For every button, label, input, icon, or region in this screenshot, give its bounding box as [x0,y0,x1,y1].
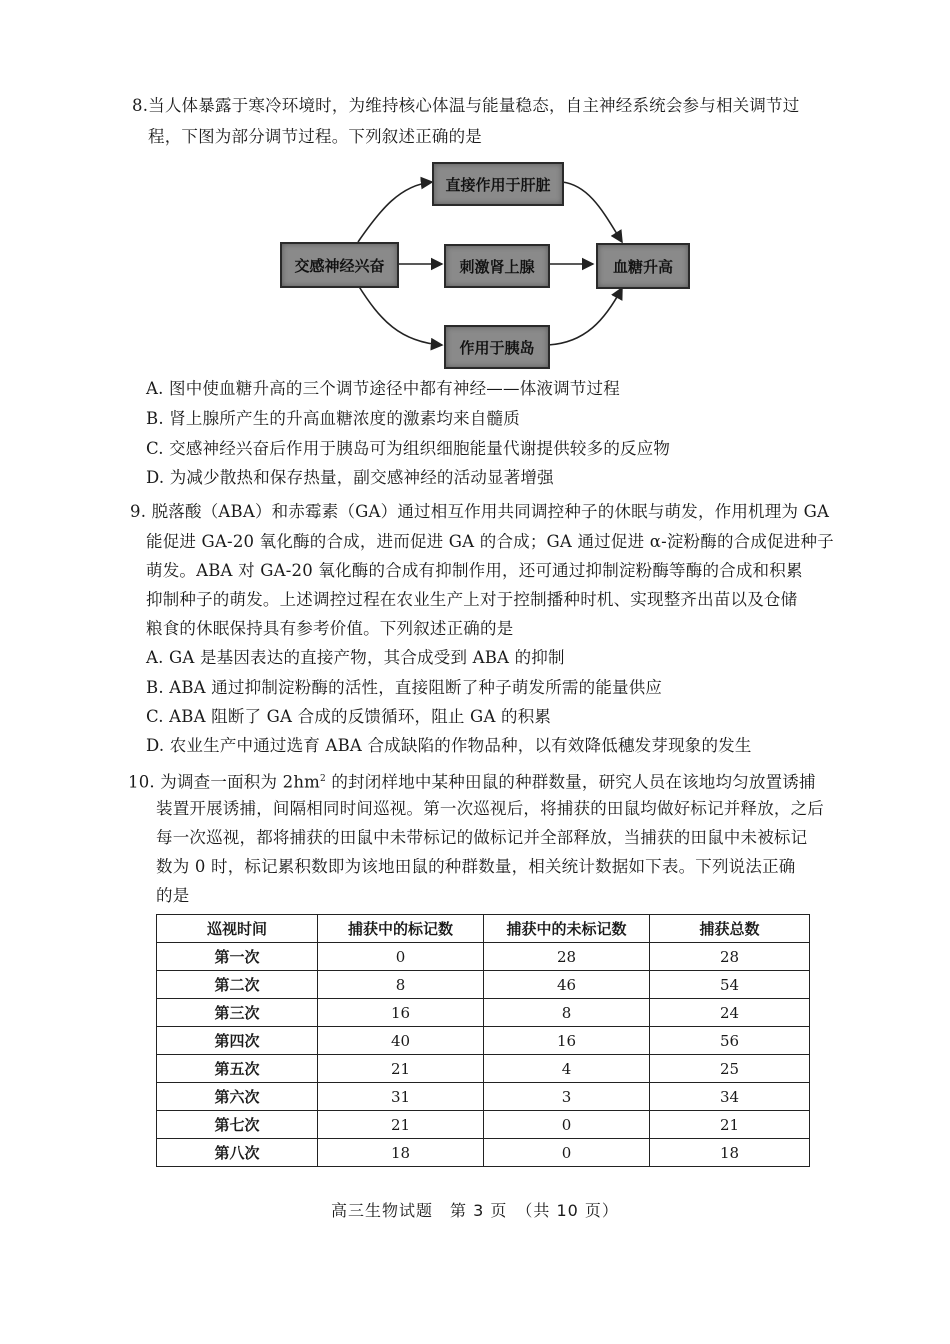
q10-stem-line-4: 数为 0 时，标记累积数即为该地田鼠的种群数量，相关统计数据如下表。下列说法正确 [156,857,796,876]
q9-stem-line-2: 能促进 GA-20 氧化酶的合成，进而促进 GA 的合成；GA 通过促进 α-淀粉酶的合成促进种子 [146,532,834,551]
cell-marked: 8 [318,971,484,999]
cell-unmarked: 28 [484,943,650,971]
q10-stem-line-1 [128,767,816,795]
cell-patrol: 第五次 [157,1055,318,1083]
q10-stem-part: 10. 为调查一面积为 2hm [128,772,321,792]
q10-data-table [156,914,810,1167]
cell-marked: 18 [318,1139,484,1167]
cell-patrol: 第一次 [157,943,318,971]
table-row [157,1111,810,1139]
cell-marked: 40 [318,1027,484,1055]
cell-patrol: 第八次 [157,1139,318,1167]
cell-marked: 21 [318,1111,484,1139]
cell-total: 56 [650,1027,810,1055]
cell-patrol: 第三次 [157,999,318,1027]
q10-stem-line-5: 的是 [156,886,190,905]
header-marked-count: 捕获中的标记数 [318,915,484,943]
header-unmarked-count: 捕获中的未标记数 [484,915,650,943]
cell-patrol: 第二次 [157,971,318,999]
q8-option-c: C. 交感神经兴奋后作用于胰岛可为组织细胞能量代谢提供较多的反应物 [146,439,671,458]
cell-patrol: 第七次 [157,1111,318,1139]
box-acts-on-liver: 直接作用于肝脏 [432,162,564,206]
table-row [157,1027,810,1055]
cell-total: 21 [650,1111,810,1139]
box-sympathetic-excitation: 交感神经兴奋 [280,242,399,288]
cell-unmarked: 0 [484,1111,650,1139]
cell-total: 34 [650,1083,810,1111]
cell-unmarked: 3 [484,1083,650,1111]
header-patrol-time: 巡视时间 [157,915,318,943]
cell-marked: 21 [318,1055,484,1083]
cell-unmarked: 0 [484,1139,650,1167]
cell-unmarked: 8 [484,999,650,1027]
page-footer: 高三生物试题 第 3 页 （共 10 页） [331,1201,619,1220]
q8-option-a: A. 图中使血糖升高的三个调节途径中都有神经——体液调节过程 [146,379,620,398]
table-row [157,971,810,999]
q9-stem-line-5: 粮食的休眠保持具有参考价值。下列叙述正确的是 [146,619,514,638]
q10-stem-line-3: 每一次巡视，都将捕获的田鼠中未带标记的做标记并全部释放，当捕获的田鼠中未被标记 [156,828,808,847]
q8-option-d: D. 为减少散热和保存热量，副交感神经的活动显著增强 [146,468,554,487]
table-row [157,943,810,971]
q9-option-b: B. ABA 通过抑制淀粉酶的活性，直接阻断了种子萌发所需的能量供应 [146,678,663,697]
q9-option-a: A. GA 是基因表达的直接产物，其合成受到 ABA 的抑制 [146,648,565,667]
cell-total: 25 [650,1055,810,1083]
box-stimulates-adrenal: 刺激肾上腺 [444,244,550,288]
box-blood-glucose-rise: 血糖升高 [596,243,690,289]
cell-total: 54 [650,971,810,999]
q9-stem-line-3: 萌发。ABA 对 GA-20 氧化酶的合成有抑制作用，还可通过抑制淀粉酶等酶的合成和积累 [146,561,803,580]
q9-option-c: C. ABA 阻断了 GA 合成的反馈循环，阻止 GA 的积累 [146,707,552,726]
q8-flow-diagram [270,160,720,370]
table-row [157,1083,810,1111]
q10-stem-part: 的封闭样地中某种田鼠的种群数量，研究人员在该地均匀放置诱捕 [325,772,816,792]
q9-option-d: D. 农业生产中通过选育 ABA 合成缺陷的作物品种，以有效降低穗发芽现象的发生 [146,736,752,755]
cell-total: 18 [650,1139,810,1167]
q8-stem-line-1: 8.当人体暴露于寒冷环境时，为维持核心体温与能量稳态，自主神经系统会参与相关调节过 [132,96,800,115]
table-header-row [157,915,810,943]
cell-unmarked: 46 [484,971,650,999]
cell-total: 28 [650,943,810,971]
table-row [157,1139,810,1167]
table-row [157,1055,810,1083]
cell-unmarked: 4 [484,1055,650,1083]
table-row [157,999,810,1027]
q9-stem-line-4: 抑制种子的萌发。上述调控过程在农业生产上对于控制播种时机、实现整齐出苗以及仓储 [146,590,798,609]
cell-unmarked: 16 [484,1027,650,1055]
q9-stem-line-1: 9. 脱落酸（ABA）和赤霉素（GA）通过相互作用共同调控种子的休眠与萌发，作用机理为 GA [130,502,830,521]
q8-stem-line-2: 程，下图为部分调节过程。下列叙述正确的是 [148,127,482,146]
cell-marked: 16 [318,999,484,1027]
cell-marked: 0 [318,943,484,971]
cell-total: 24 [650,999,810,1027]
q10-stem-line-2: 装置开展诱捕，间隔相同时间巡视。第一次巡视后，将捕获的田鼠均做好标记并释放，之后 [156,799,824,818]
cell-patrol: 第六次 [157,1083,318,1111]
box-acts-on-islets: 作用于胰岛 [444,325,550,369]
header-total-count: 捕获总数 [650,915,810,943]
cell-patrol: 第四次 [157,1027,318,1055]
cell-marked: 31 [318,1083,484,1111]
q8-option-b: B. 肾上腺所产生的升高血糖浓度的激素均来自髓质 [146,409,520,428]
superscript: 2 [320,774,326,784]
